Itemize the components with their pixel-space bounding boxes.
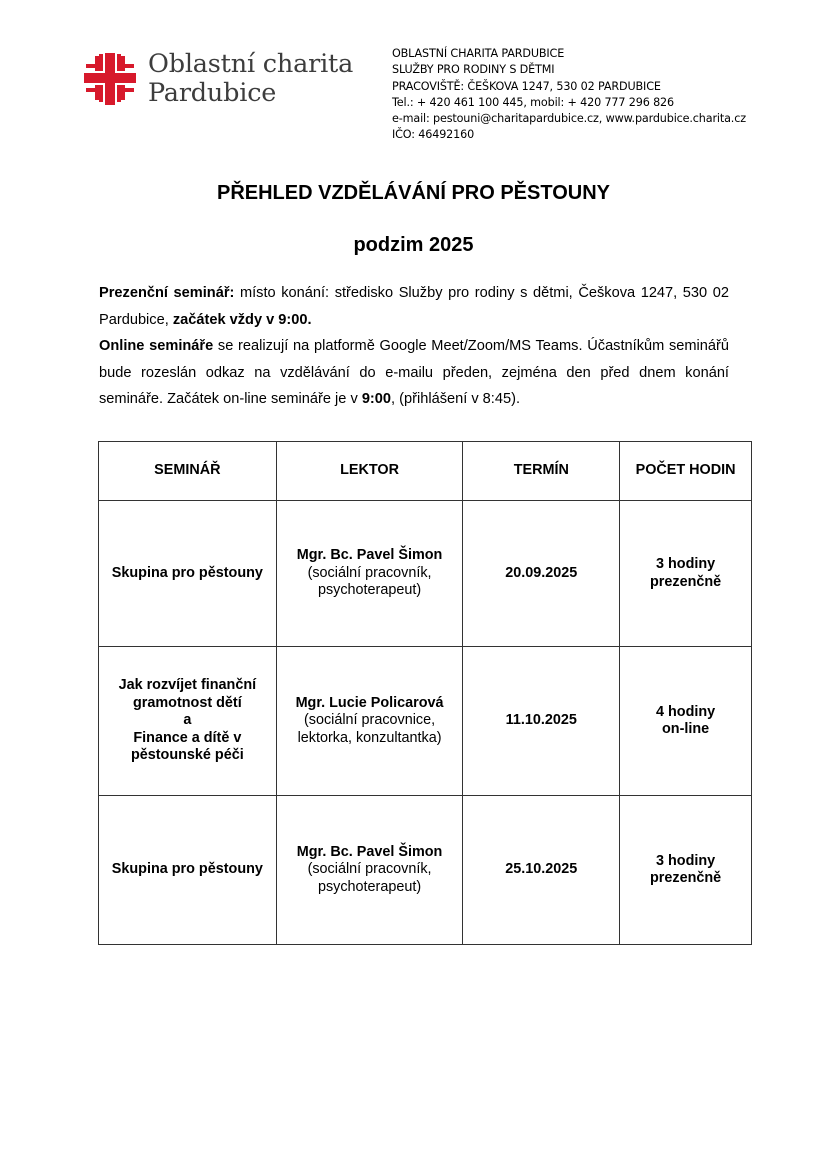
logo-line: Pardubice xyxy=(148,78,277,108)
column-header-seminar: SEMINÁŘ xyxy=(99,442,277,501)
seminar-name: pěstounské péči xyxy=(130,747,244,764)
lector-cell xyxy=(276,647,463,796)
hours-cell xyxy=(620,501,752,647)
hours-count: 3 hodiny xyxy=(655,852,716,869)
hours-count: 3 hodiny xyxy=(655,556,716,572)
intro-label: Online semináře xyxy=(99,338,214,354)
lector-role: (sociální pracovník, xyxy=(307,861,432,878)
date-cell: 11.10.2025 xyxy=(463,647,620,796)
logo-line: Oblastní charita xyxy=(148,49,354,79)
date-cell: 25.10.2025 xyxy=(463,796,620,945)
column-header-date: TERMÍN xyxy=(463,442,620,501)
lector-role: (sociální pracovnice, xyxy=(303,712,436,729)
date-cell: 20.09.2025 xyxy=(463,501,620,647)
lector-name: Mgr. Bc. Pavel Šimon xyxy=(296,547,443,564)
lector-role: psychoterapeut) xyxy=(317,582,422,599)
page-subtitle: podzim 2025 xyxy=(353,234,474,256)
org-phone: Tel.: + 420 461 100 445, mobil: + 420 777 296 826 xyxy=(392,95,674,109)
hours-mode: prezenčně xyxy=(649,573,722,590)
lector-name: Mgr. Lucie Policarová xyxy=(295,694,444,711)
intro-text-span: , (přihlášení v 8:45). xyxy=(391,391,521,407)
table-row xyxy=(99,796,752,945)
hours-cell xyxy=(620,647,752,796)
intro-text xyxy=(99,280,729,413)
intro-start-time: začátek vždy v 9:00. xyxy=(172,311,312,328)
intro-text-span: se realizují na platformě Google Meet/Zoom/MS Teams. Účastníkům seminářů bude rozeslán odkaz na vzdělávání do e-mailu předen, zejména den před dnem konání semináře. Začátek on-line semináře je v xyxy=(99,338,730,407)
table-row xyxy=(99,501,752,647)
column-header-lector: LEKTOR xyxy=(276,442,463,501)
column-header-hours: POČET HODIN xyxy=(620,442,752,501)
logo-text xyxy=(148,50,353,108)
intro-paragraph-presence xyxy=(99,280,729,333)
intro-label: Prezenční seminář: xyxy=(99,285,235,301)
lector-role: (sociální pracovník, xyxy=(307,564,432,581)
intro-start-time: 9:00 xyxy=(361,391,392,407)
seminar-name: gramotnost dětí xyxy=(132,694,242,711)
seminar-name: a xyxy=(183,712,192,729)
seminar-name: Jak rozvíjet finanční xyxy=(118,677,257,694)
charity-cross-icon xyxy=(82,51,138,107)
org-email-web: e-mail: pestouni@charitapardubice.cz, www.pardubice.charita.cz xyxy=(392,112,746,126)
page-title: PŘEHLED VZDĚLÁVÁNÍ PRO PĚSTOUNY xyxy=(216,182,611,204)
org-department: SLUŽBY PRO RODINY S DĚTMI xyxy=(392,63,555,77)
seminar-name: Skupina pro pěstouny xyxy=(111,861,263,878)
intro-paragraph-online xyxy=(99,333,729,413)
organization-contact-block xyxy=(392,46,746,144)
hours-mode: on-line xyxy=(661,721,710,737)
seminar-cell xyxy=(99,796,277,945)
seminars-table xyxy=(98,441,752,945)
intro-text-span: místo konání: středisko Služby pro rodiny s dětmi, Češkova 1247, 530 02 Pardubice, xyxy=(99,285,729,328)
lector-role: psychoterapeut) xyxy=(317,878,422,895)
org-ico: IČO: 46492160 xyxy=(392,128,475,142)
lector-role: lektorka, konzultantka) xyxy=(297,729,442,746)
lector-cell xyxy=(276,796,463,945)
hours-mode: prezenčně xyxy=(649,870,722,886)
lector-name: Mgr. Bc. Pavel Šimon xyxy=(296,843,443,860)
seminar-name: Finance a dítě v xyxy=(133,729,242,746)
table-header-row xyxy=(99,442,752,501)
org-name: OBLASTNÍ CHARITA PARDUBICE xyxy=(392,47,565,60)
lector-cell xyxy=(276,501,463,647)
organization-logo xyxy=(82,50,353,108)
seminar-name: Skupina pro pěstouny xyxy=(111,564,263,581)
hours-count: 4 hodiny xyxy=(655,703,716,720)
table-row xyxy=(99,647,752,796)
org-address: PRACOVIŠTĚ: ČEŠKOVA 1247, 530 02 PARDUBICE xyxy=(392,79,661,93)
hours-cell xyxy=(620,796,752,945)
seminar-cell xyxy=(99,501,277,647)
seminar-cell xyxy=(99,647,277,796)
